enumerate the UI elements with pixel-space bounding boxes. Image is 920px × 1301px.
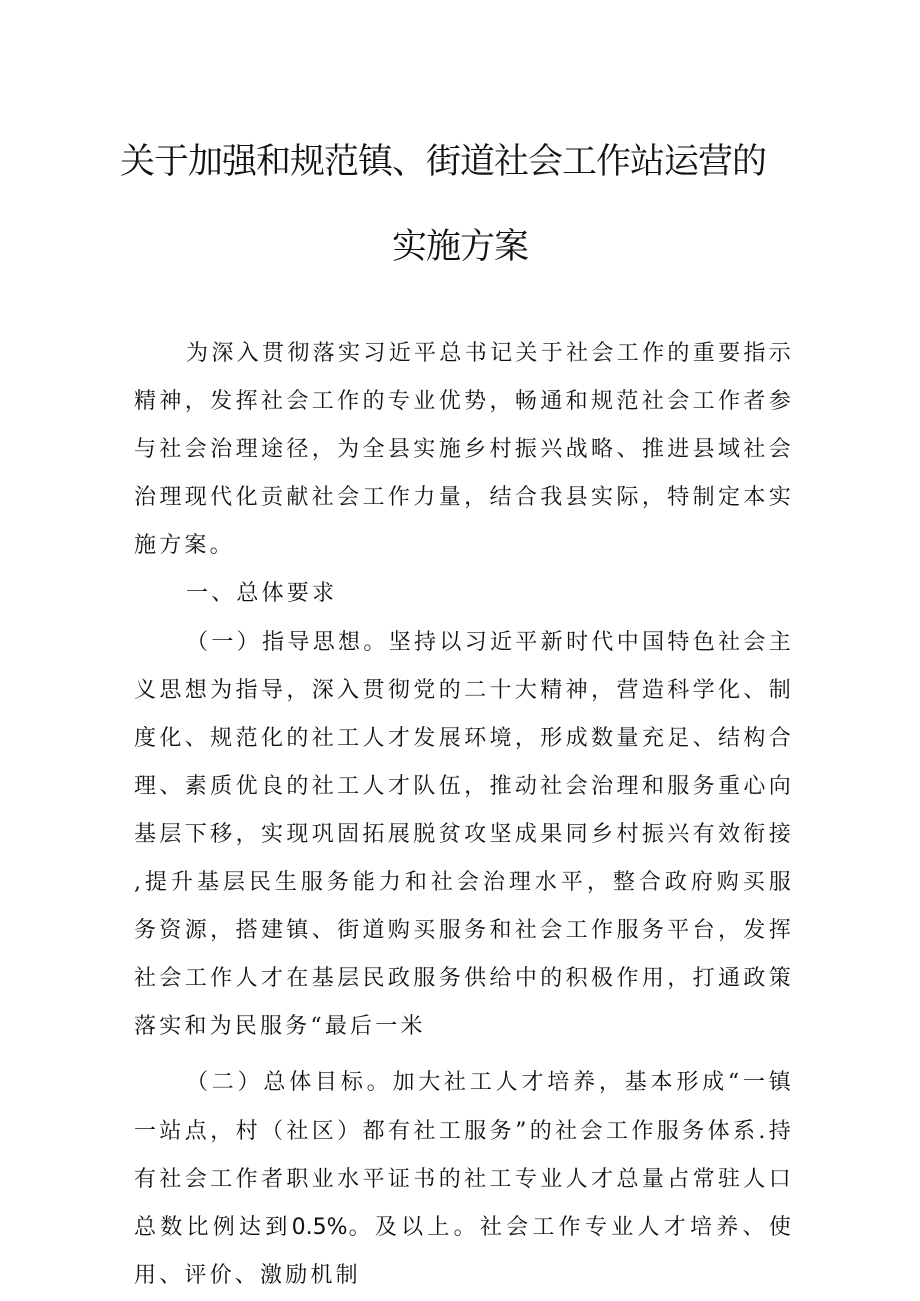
goal-text-part1: （二）总体目标。加大社工人才培养，基本形成“一镇一站点，村（社区）都有社工服务”的社会工作服务体系.持有社会工作者职业水平证书的社工专业人才总量占常驻人口总数比例达到 bbox=[134, 1070, 794, 1240]
goal-percentage: 0.5% bbox=[291, 1214, 348, 1240]
paragraph-guiding-ideology: （一）指导思想。坚持以习近平新时代中国特色社会主义思想为指导，深入贯彻党的二十大精神，营造科学化、制度化、规范化的社工人才发展环境，形成数量充足、结构合理、素质优良的社工人才队伍，推动社会治理和服务重心向基层下移，实现巩固拓展脱贫攻坚成果同乡村振兴有效衔接,提升基层民生服务能力和社会治理水平，整合政府购买服务资源，搭建镇、街道购买服务和社会工作服务平台，发挥社会工作人才在基层民政服务供给中的积极作用，打通政策落实和为民服务“最后一米 bbox=[134, 629, 794, 1040]
document-title-line1: 关于加强和规范镇、街道社会工作站运营的 bbox=[119, 142, 766, 182]
document-title-line2: 实施方案 bbox=[391, 227, 528, 267]
goal-text-part2: 。及以上。社会工作专业人才培养、使用、评价、激励机制 bbox=[134, 1214, 794, 1288]
paragraph-intro: 为深入贯彻落实习近平总书记关于社会工作的重要指示精神，发挥社会工作的专业优势，畅通和规范社会工作者参与社会治理途径，为全县实施乡村振兴战略、推进县域社会治理现代化贡献社会工作力量，结合我县实际，特制定本实施方案。 bbox=[134, 341, 794, 559]
paragraph-overall-goal bbox=[134, 1059, 794, 1299]
document-body bbox=[134, 330, 794, 1300]
section-heading-overall-requirements: 一、总体要求 bbox=[186, 581, 338, 607]
